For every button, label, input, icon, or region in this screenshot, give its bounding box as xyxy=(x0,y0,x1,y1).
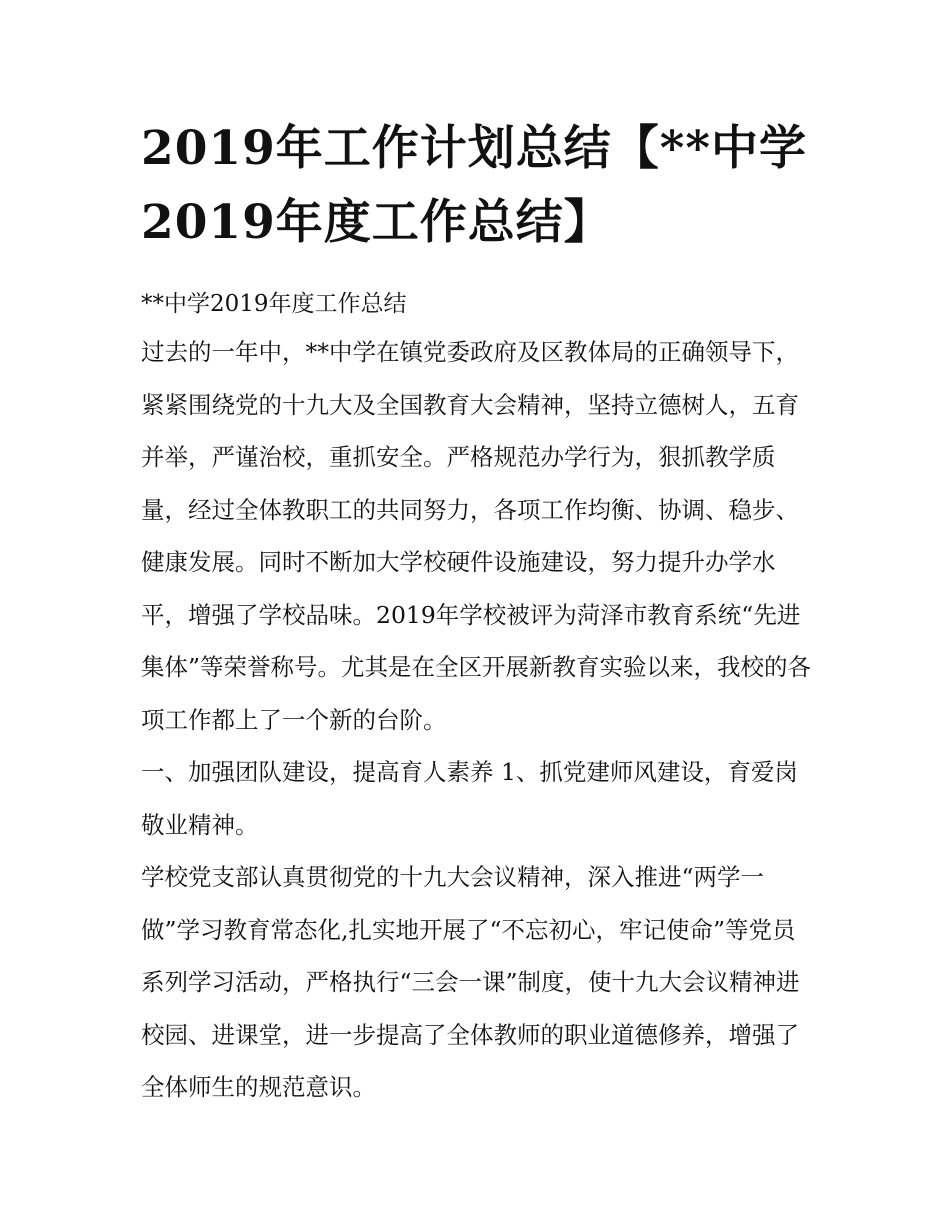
paragraph-intro: 过去的一年中，**中学在镇党委政府及区教体局的正确领导下，紧紧围绕党的十九大及全国教育大会精神，坚持立德树人，五育并举，严谨治校，重抓安全。严格规范办学行为，狠抓教学质量，经过全体教职工的共同努力，各项工作均衡、协调、稳步、健康发展。同时不断加大学校硬件设施建设，努力提升办学水平，增强了学校品味。2019年学校被评为菏泽市教育系统“先进集体”等荣誉称号。尤其是在全区开展新教育实验以来，我校的各项工作都上了一个新的台阶。 xyxy=(141,338,812,734)
paragraph-section-heading: 一、加强团队建设，提高育人素养 1、抓党建师风建设，育爱岗敬业精神。 xyxy=(141,758,798,839)
document-title: 2019年工作计划总结【**中学2019年度工作总结】 xyxy=(141,121,807,250)
paragraph-party-building: 学校党支部认真贯彻党的十九大会议精神，深入推进“两学一做”学习教育常态化,扎实地开展了“不忘初心，牢记使命”等党员系列学习活动，严格执行“三会一课”制度，使十九大会议精神进校园、进课堂，进一步提高了全体教师的职业道德修养，增强了全体师生的规范意识。 xyxy=(141,863,800,1101)
document-subtitle: **中学2019年度工作总结 xyxy=(141,291,407,317)
document-page xyxy=(141,112,813,1114)
